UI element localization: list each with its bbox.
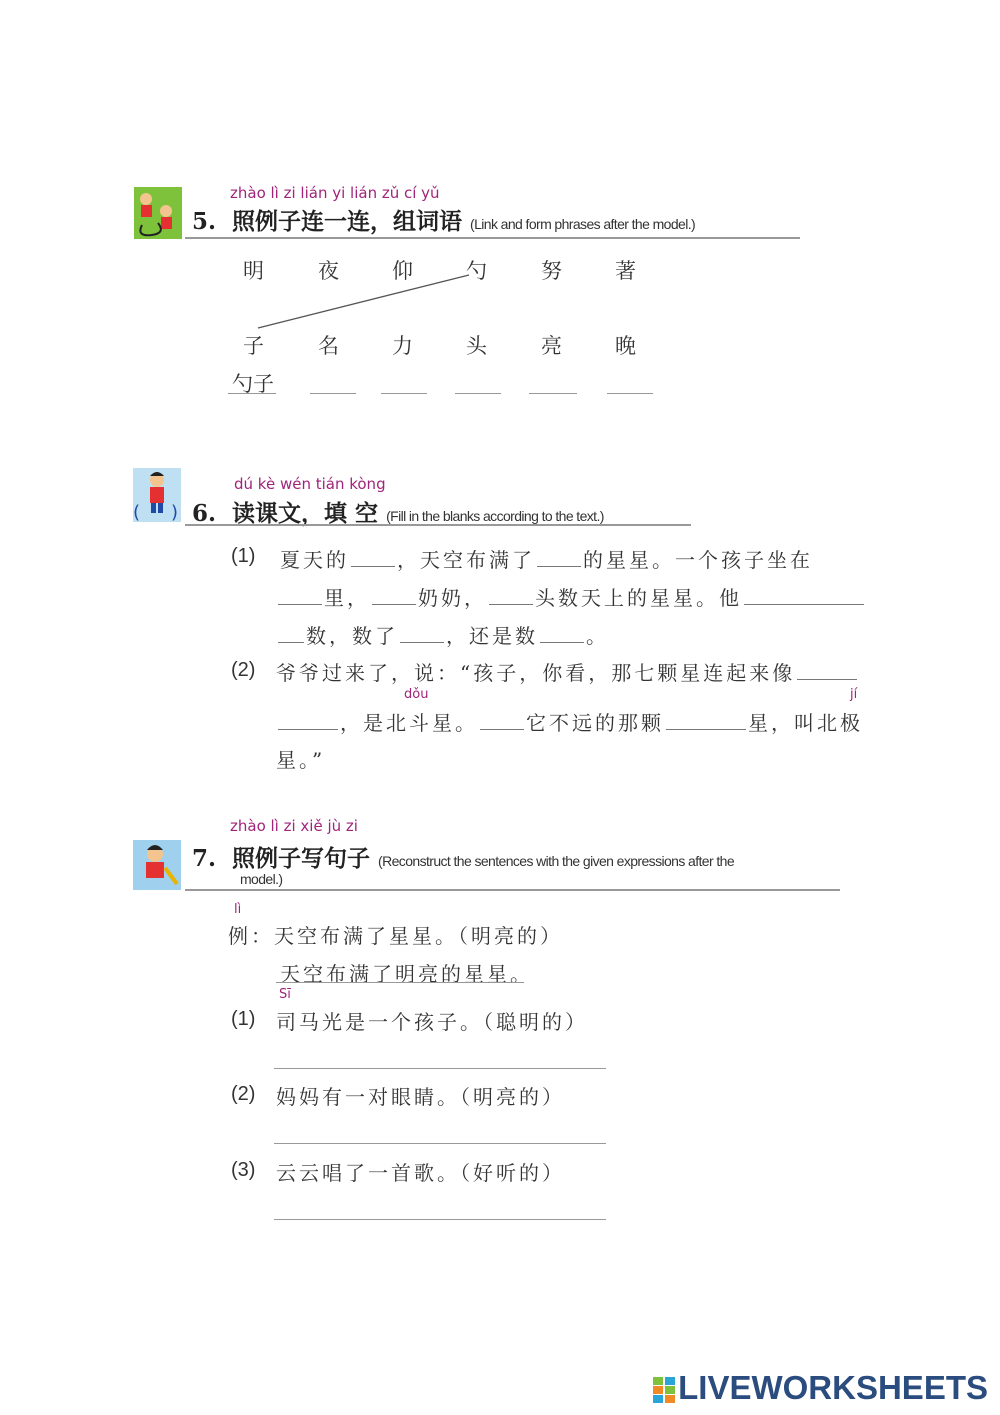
blank-count[interactable] — [278, 622, 304, 643]
section7-pinyin: zhào lì zi xiě jù zi — [230, 817, 358, 835]
bottom-char-6: 晚 — [615, 334, 636, 358]
liveworksheets-logo — [653, 1369, 988, 1407]
section5-pinyin: zhào lì zi lián yi lián zǔ cí yǔ — [230, 184, 440, 202]
pinyin-si: Sī — [279, 987, 291, 1002]
blank-counted[interactable] — [400, 622, 444, 643]
item1-label: (1) — [231, 545, 256, 567]
section7-title: 照例子写句子 — [232, 845, 371, 872]
sentence1-text: 司马光是一个孩子。（聪明的） — [276, 1010, 588, 1034]
blank-dipper[interactable] — [278, 709, 338, 730]
bottom-char-5: 亮 — [541, 334, 562, 358]
section5-number: 5. — [192, 208, 217, 235]
top-char-3: 仰 — [392, 259, 413, 283]
item1-line1: 夏天的 ，天空布满了 的星星。一个孩子坐在 — [280, 548, 813, 572]
blank-star[interactable] — [666, 709, 746, 730]
svg-text:(: ( — [133, 502, 141, 523]
sentence2-label: (2) — [231, 1083, 256, 1105]
sentence3-text: 云云唱了一首歌。（好听的） — [276, 1161, 565, 1185]
example-sentence: 例：天空布满了星星。（明亮的） — [228, 924, 563, 948]
blank-still[interactable] — [540, 622, 584, 643]
section7-underline — [185, 889, 840, 891]
phrase-blank-2[interactable] — [381, 393, 427, 394]
example-underline — [228, 393, 276, 394]
section5-heading — [192, 203, 695, 236]
phrase-blank-5[interactable] — [607, 393, 653, 394]
example-answer: 天空布满了明亮的星星。 — [280, 962, 533, 986]
top-char-4: 勺 — [466, 259, 487, 283]
top-char-6: 著 — [615, 259, 636, 283]
section6-number: 6. — [192, 500, 217, 527]
sentence2-answer-line[interactable] — [274, 1143, 606, 1144]
example-phrase: 勺子 — [232, 372, 274, 396]
top-char-1: 明 — [243, 259, 264, 283]
pinyin-li: lì — [234, 902, 242, 917]
item2-label: (2) — [231, 659, 256, 681]
section7-english-cont: model.) — [240, 871, 283, 887]
blank-he[interactable] — [744, 584, 864, 605]
section6-english: (Fill in the blanks according to the text.) — [386, 508, 604, 524]
section7-english: (Reconstruct the sentences with the given expressions after the — [378, 853, 735, 869]
item1-line2: 里， 奶奶， 头数天上的星星。他 — [276, 582, 866, 611]
blank-like[interactable] — [797, 659, 857, 680]
sentence2-text: 妈妈有一对眼睛。（明亮的） — [276, 1085, 565, 1109]
bottom-char-1: 子 — [243, 334, 264, 358]
match-line — [255, 270, 475, 332]
section6-pinyin: dú kè wén tián kòng — [234, 475, 386, 493]
item2-line3: 星。” — [276, 748, 326, 772]
sentence3-answer-line[interactable] — [274, 1219, 606, 1220]
pinyin-ji: jí — [850, 687, 858, 702]
top-char-2: 夜 — [318, 259, 339, 283]
sentence1-answer-line[interactable] — [274, 1068, 606, 1069]
top-char-5: 努 — [541, 259, 562, 283]
section7-number: 7. — [192, 845, 217, 872]
bottom-char-3: 力 — [392, 334, 413, 358]
svg-text:): ) — [171, 502, 179, 523]
phrase-blank-4[interactable] — [529, 393, 577, 394]
section5-title: 照例子连一连，组词语 — [232, 208, 463, 235]
sentence3-label: (3) — [231, 1159, 256, 1181]
phrase-blank-1[interactable] — [310, 393, 356, 394]
blank-place[interactable] — [278, 584, 322, 605]
blank-grandma[interactable] — [372, 584, 416, 605]
bottom-char-2: 名 — [318, 334, 339, 358]
section7-heading — [192, 840, 734, 873]
kid-writing-icon — [131, 838, 183, 892]
blank-sky[interactable] — [537, 546, 581, 567]
item2-line2: ，是北斗星。 它不远的那颗 星，叫北极 — [276, 707, 863, 736]
section5-underline — [185, 237, 800, 239]
pinyin-dou: dǒu — [404, 687, 429, 702]
bottom-char-4: 头 — [466, 334, 487, 358]
phrase-blank-3[interactable] — [455, 393, 501, 394]
blank-summer[interactable] — [351, 546, 395, 567]
section5-english: (Link and form phrases after the model.) — [470, 216, 696, 232]
section6-underline — [185, 524, 691, 526]
item1-line3: 数，数了 ，还是数 。 — [276, 620, 609, 649]
liveworksheets-text: LIVEWORKSHEETS — [678, 1369, 988, 1406]
kid-reading-icon — [131, 466, 183, 524]
kids-jumping-rope-icon — [132, 185, 184, 241]
blank-distance[interactable] — [480, 709, 524, 730]
item2-line1: 爷爷过来了，说：“孩子，你看，那七颗星连起来像 — [276, 657, 859, 686]
liveworksheets-mark-icon — [653, 1377, 675, 1403]
section6-title: 读课文，填 空 — [232, 500, 379, 527]
sentence1-label: (1) — [231, 1008, 256, 1030]
blank-head[interactable] — [489, 584, 533, 605]
example-answer-underline — [276, 982, 524, 983]
